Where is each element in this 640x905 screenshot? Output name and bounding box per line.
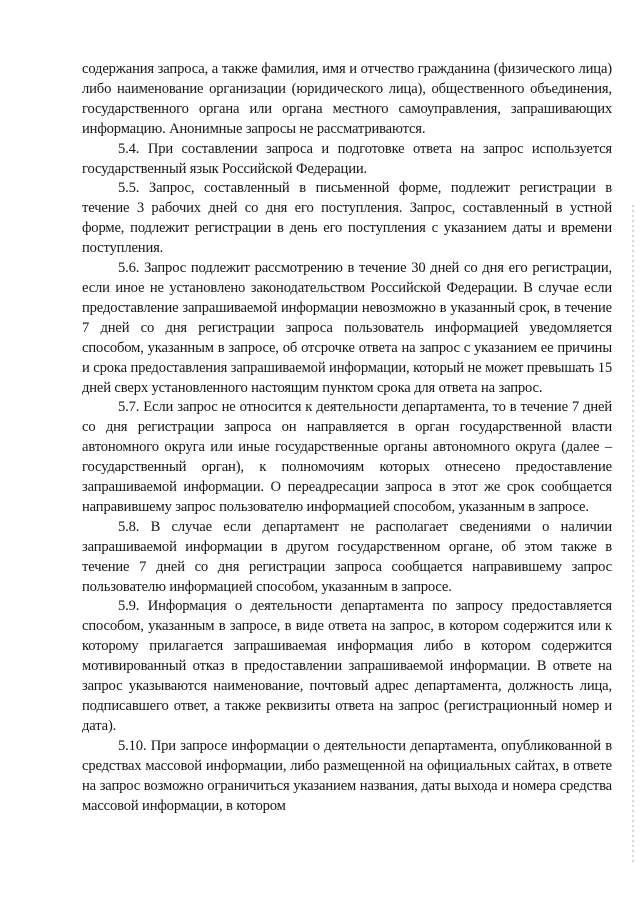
paragraph-5-5: 5.5. Запрос, составленный в письменной форме, подлежит регистрации в течение 3 рабочих дней со дня его поступления. Запрос, составленный в устной форме, подлежит регистрации в день его поступления с указанием даты и времени поступления. xyxy=(82,180,612,257)
paragraph-request-content: содержания запроса, а также фамилия, имя и отчество гражданина (физического лица) либо наименование организации (юридического лица), общественного объединения, государственного органа или органа местного самоуправления, запрашивающих информацию. Анонимные запросы не рассматриваются. xyxy=(82,61,612,137)
document-body xyxy=(82,60,612,816)
paragraph-5-4: 5.4. При составлении запроса и подготовке ответа на запрос используется государственный язык Российской Федерации. xyxy=(82,140,612,177)
paragraph-5-10: 5.10. При запросе информации о деятельности департамента, опубликованной в средствах массовой информации, либо размещенной на официальных сайтах, в ответе на запрос возможно ограничиться указанием названия, даты выхода и номера средства массовой информации, в котором xyxy=(82,737,612,814)
paragraph-5-7: 5.7. Если запрос не относится к деятельности департамента, то в течение 7 дней со дня регистрации запроса он направляется в орган государственной власти автономного округа или иные государственные органы автономного округа (далее – государственный орган), к полномочиям которых отнесено предоставление запрашиваемой информации. О переадресации запроса в этот же срок сообщается направившему запрос пользователю информацией способом, указанным в запросе. xyxy=(82,399,612,515)
paragraph-5-8: 5.8. В случае если департамент не располагает сведениями о наличии запрашиваемой информации в другом государственном органе, об этом также в течение 7 дней со дня регистрации запроса сообщается направившему запрос пользователю информацией способом, указанным в запросе. xyxy=(82,518,612,595)
paragraph-5-6: 5.6. Запрос подлежит рассмотрению в течение 30 дней со дня его регистрации, если иное не установлено законодательством Российской Федерации. В случае если предоставление запрашиваемой информации невозможно в указанный срок, в течение 7 дней со дня регистрации запроса пользователь информацией уведомляется способом, указанным в запросе, об отсрочке ответа на запрос с указанием ее причины и срока предоставления запрашиваемой информации, который не может превышать 15 дней сверх установленного настоящим пунктом срока для ответа на запрос. xyxy=(82,260,612,396)
scan-edge-mark xyxy=(632,205,634,865)
paragraph-5-9: 5.9. Информация о деятельности департамента по запросу предоставляется способом, указанным в запросе, в виде ответа на запрос, в котором содержится или к которому прилагается запрашиваемая информация либо в котором содержится мотивированный отказ в предоставлении запрашиваемой информации. В ответе на запрос указываются наименование, почтовый адрес департамента, должность лица, подписавшего ответ, а также реквизиты ответа на запрос (регистрационный номер и дата). xyxy=(82,598,612,734)
